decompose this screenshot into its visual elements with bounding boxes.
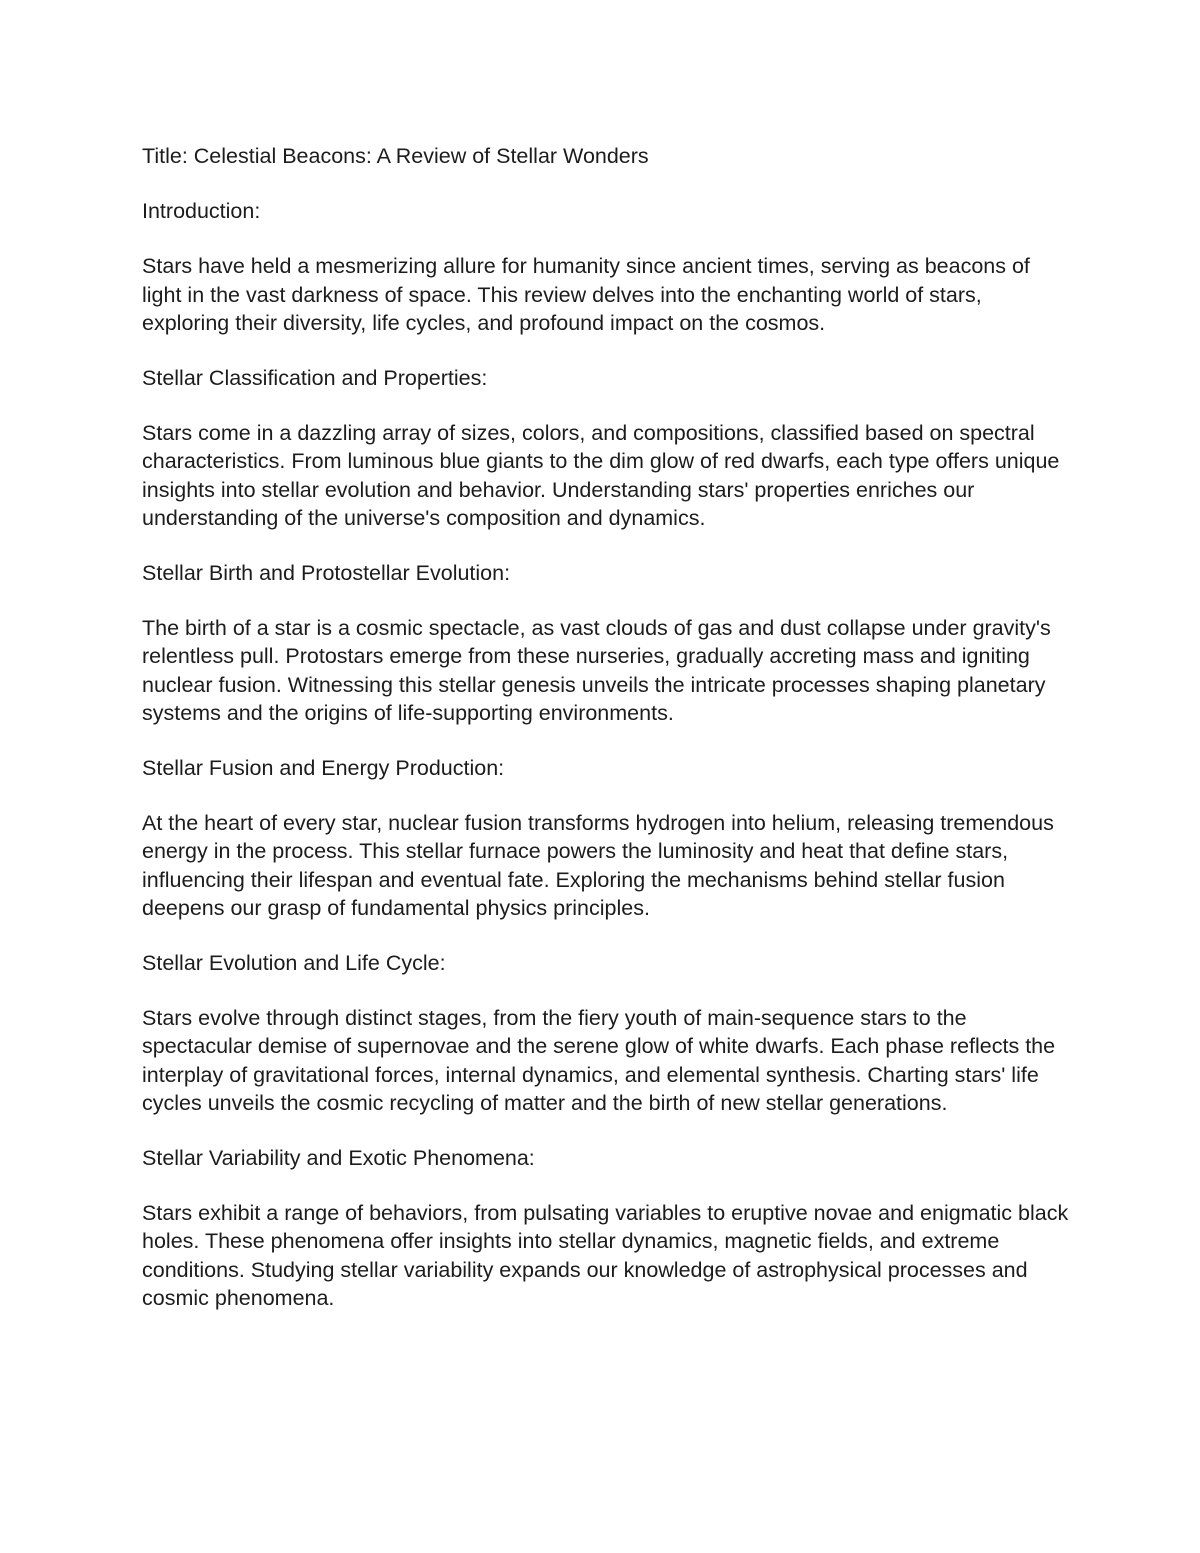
intro-paragraph: Stars have held a mesmerizing allure for humanity since ancient times, serving as beacons of light in the vast darkness of space. This review delves into the enchanting world of stars, exploring their diversity, life cycles, and profound impact on the cosmos. — [142, 254, 1030, 335]
section-heading-classification: Stellar Classification and Properties: — [142, 366, 488, 391]
document-page — [142, 142, 1072, 1339]
section-paragraph-variability: Stars exhibit a range of behaviors, from pulsating variables to eruptive novae and enigmatic black holes. These phenomena offer insights into stellar dynamics, magnetic fields, and extreme conditions. Studying stellar variability expands our knowledge of astrophysical processes and cosmic phenomena. — [142, 1201, 1069, 1310]
section-paragraph-fusion: At the heart of every star, nuclear fusion transforms hydrogen into helium, releasing tremendous energy in the process. This stellar furnace powers the luminosity and heat that define stars, influencing their lifespan and eventual fate. Exploring the mechanisms behind stellar fusion deepens our grasp of fundamental physics principles. — [142, 811, 1054, 920]
section-paragraph-classification: Stars come in a dazzling array of sizes, colors, and compositions, classified based on spectral characteristics. From luminous blue giants to the dim glow of red dwarfs, each type offers unique insights into stellar evolution and behavior. Understanding stars' properties enriches our understanding of the universe's composition and dynamics. — [142, 421, 1060, 530]
section-heading-evolution: Stellar Evolution and Life Cycle: — [142, 951, 446, 976]
section-paragraph-evolution: Stars evolve through distinct stages, from the fiery youth of main-sequence stars to the spectacular demise of supernovae and the serene glow of white dwarfs. Each phase reflects the interplay of gravitational forces, internal dynamics, and elemental synthesis. Charting stars' life cycles unveils the cosmic recycling of matter and the birth of new stellar generations. — [142, 1006, 1056, 1115]
section-heading-birth: Stellar Birth and Protostellar Evolution: — [142, 561, 511, 586]
section-paragraph-birth: The birth of a star is a cosmic spectacle, as vast clouds of gas and dust collapse under gravity's relentless pull. Protostars emerge from these nurseries, gradually accreting mass and igniting nuclear fusion. Witnessing this stellar genesis unveils the intricate processes shaping planetary systems and the origins of life-supporting environments. — [142, 616, 1051, 725]
section-heading-fusion: Stellar Fusion and Energy Production: — [142, 756, 505, 781]
document-title: Title: Celestial Beacons: A Review of Stellar Wonders — [142, 144, 649, 168]
section-heading-variability: Stellar Variability and Exotic Phenomena: — [142, 1146, 535, 1171]
intro-heading: Introduction: — [142, 199, 261, 224]
